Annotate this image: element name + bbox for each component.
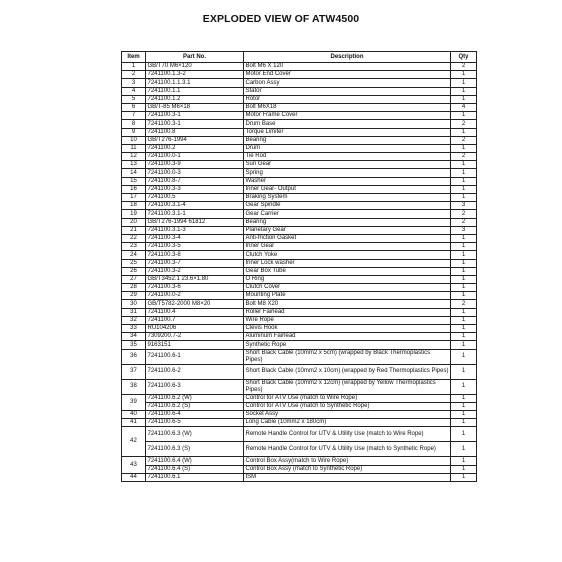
cell-part-no: 7241100.3-6 [146,284,244,292]
table-row [122,379,477,394]
cell-item: 40 [122,410,146,418]
table-row [122,427,477,442]
cell-qty: 1 [451,234,477,242]
cell-part-no: 7241100.3-1 [146,120,244,128]
cell-item: 30 [122,300,146,308]
cell-description: Aluminum Fairlead [244,333,451,341]
table-body [122,63,477,482]
cell-item: 28 [122,284,146,292]
table-row [122,128,477,136]
cell-qty: 1 [451,71,477,79]
cell-part-no: GB/T70 M6×120 [146,63,244,71]
cell-description: Remote Handle Control for UTV & Utility Use (match to Wire Rope) [244,427,451,442]
table-row [122,251,477,259]
header-item: Item [122,52,146,63]
cell-description: Short Black Cable (10mm2 x 10cm) (wrapped by Red Thermoplastics Pipes) [244,364,451,379]
cell-item: 17 [122,194,146,202]
table-row [122,234,477,242]
cell-qty: 2 [451,210,477,218]
cell-description: Synthetic Rope [244,341,451,349]
cell-item: 24 [122,251,146,259]
cell-part-no: 9163151 [146,341,244,349]
cell-qty: 1 [451,79,477,87]
cell-part-no: 7241100.6.2 (S) [146,402,244,410]
table-row [122,194,477,202]
cell-item: 14 [122,169,146,177]
cell-part-no: 7241100.6-3 [146,379,244,394]
cell-description: Short Black Cable (10mm2 x 5cm) (wrapped by Black Thermoplastics Pipes) [244,349,451,364]
table-row [122,87,477,95]
cell-description: Drum Base [244,120,451,128]
cell-part-no: GB/T3452.1 23.6×1.80 [146,275,244,283]
cell-item: 12 [122,153,146,161]
cell-qty: 1 [451,275,477,283]
cell-part-no: 7241100.1.3-2 [146,71,244,79]
cell-qty: 1 [451,341,477,349]
table-row [122,153,477,161]
cell-part-no: 7241100.3.1-1 [146,210,244,218]
table-row [122,316,477,324]
cell-item: 15 [122,177,146,185]
cell-qty: 1 [451,87,477,95]
cell-part-no: 7241100.3-2 [146,267,244,275]
cell-item: 7 [122,112,146,120]
cell-description: Control for ATV Use (match to Synthetic Rope) [244,402,451,410]
table-row [122,267,477,275]
cell-part-no: 7241100.3-4 [146,234,244,242]
cell-qty: 1 [451,95,477,103]
header-part-no: Part No. [146,52,244,63]
cell-item: 37 [122,364,146,379]
cell-item: 34 [122,333,146,341]
cell-part-no: 7241100.3-8 [146,251,244,259]
cell-qty: 1 [451,144,477,152]
cell-description: Torque Limiter [244,128,451,136]
cell-description: Drum [244,144,451,152]
table-row [122,71,477,79]
cell-qty: 2 [451,120,477,128]
cell-item: 38 [122,379,146,394]
cell-item: 1 [122,63,146,71]
cell-item: 21 [122,226,146,234]
cell-item: 33 [122,325,146,333]
cell-qty: 3 [451,202,477,210]
table-header-row [122,52,477,63]
cell-item: 29 [122,292,146,300]
cell-part-no: GB/T5782-2000 M8×20 [146,300,244,308]
table-row [122,457,477,465]
cell-part-no: 7241100.3-5 [146,243,244,251]
cell-part-no: 7241100.3-3 [146,185,244,193]
cell-qty: 1 [451,169,477,177]
cell-part-no: 7241100.6.3 (S) [146,442,244,457]
cell-description: Control Box Assy(match to Wire Rope) [244,457,451,465]
cell-description: Motor Frame Cover [244,112,451,120]
cell-description: Clutch Yoke [244,251,451,259]
table-row [122,465,477,473]
cell-description: Remote Handle Control for UTV & Utility Use (match to Synthetic Rope) [244,442,451,457]
cell-item: 25 [122,259,146,267]
cell-qty: 1 [451,473,477,481]
table-row [122,275,477,283]
cell-part-no: 7241100.0-1 [146,153,244,161]
cell-qty: 1 [451,333,477,341]
cell-description: ISM [244,473,451,481]
table-row [122,243,477,251]
cell-item: 2 [122,71,146,79]
cell-part-no: 7241100.1.2 [146,95,244,103]
cell-part-no: 7241100.1.1.3.1 [146,79,244,87]
cell-part-no: 7241100.6-4 [146,410,244,418]
cell-qty: 1 [451,177,477,185]
cell-item: 6 [122,103,146,111]
table-row [122,120,477,128]
table-row [122,442,477,457]
cell-qty: 1 [451,379,477,394]
cell-qty: 1 [451,442,477,457]
table-row [122,202,477,210]
cell-part-no: 7309200.7-2 [146,333,244,341]
cell-description: Inner Gear [244,243,451,251]
table-row [122,226,477,234]
table-row [122,161,477,169]
cell-part-no: GB/T276-1994 [146,136,244,144]
cell-part-no: 7241100.4 [146,308,244,316]
table-row [122,300,477,308]
table-row [122,349,477,364]
table-row [122,63,477,71]
cell-part-no: 7241100.5 [146,194,244,202]
cell-description: Stator [244,87,451,95]
table-row [122,177,477,185]
cell-qty: 1 [451,419,477,427]
cell-qty: 1 [451,308,477,316]
table-row [122,95,477,103]
cell-description: Roller Fairlead [244,308,451,316]
cell-item: 4 [122,87,146,95]
page-title: EXPLODED VIEW OF ATW4500 [202,13,360,25]
cell-item: 19 [122,210,146,218]
cell-part-no: RU104206 [146,325,244,333]
table-row [122,103,477,111]
cell-qty: 1 [451,112,477,120]
cell-qty: 1 [451,161,477,169]
table-row [122,394,477,402]
cell-item: 5 [122,95,146,103]
table-row [122,341,477,349]
table-row [122,136,477,144]
cell-item: 11 [122,144,146,152]
cell-part-no: 7241100.0-3 [146,169,244,177]
cell-part-no: 7241100.3.1-3 [146,226,244,234]
table-row [122,308,477,316]
cell-part-no: 7241100.7 [146,316,244,324]
cell-item: 9 [122,128,146,136]
table-row [122,185,477,193]
cell-qty: 1 [451,402,477,410]
parts-table [121,51,477,482]
table-row [122,473,477,481]
cell-part-no: 7241100.6.4 (W) [146,457,244,465]
cell-item: 26 [122,267,146,275]
cell-part-no: GB/T-85 M6×18 [146,103,244,111]
cell-qty: 2 [451,153,477,161]
table-row [122,79,477,87]
cell-part-no: 7241100.3-7 [146,259,244,267]
cell-qty: 1 [451,185,477,193]
cell-part-no: 7241100.1.1 [146,87,244,95]
cell-part-no: 7241100.8 [146,128,244,136]
cell-item: 27 [122,275,146,283]
cell-qty: 4 [451,103,477,111]
cell-qty: 1 [451,243,477,251]
cell-description: Bolt M6X18 [244,103,451,111]
cell-qty: 2 [451,63,477,71]
cell-description: Washer [244,177,451,185]
cell-qty: 1 [451,349,477,364]
header-description: Description [244,52,451,63]
cell-qty: 1 [451,410,477,418]
cell-qty: 1 [451,364,477,379]
cell-item: 44 [122,473,146,481]
cell-qty: 2 [451,136,477,144]
cell-item: 36 [122,349,146,364]
table-row [122,325,477,333]
table-row [122,259,477,267]
cell-description: Gear Box Tube [244,267,451,275]
cell-item: 13 [122,161,146,169]
cell-item: 41 [122,419,146,427]
cell-qty: 1 [451,457,477,465]
cell-item: 23 [122,243,146,251]
cell-description: Long Cable (10mm2 x 180cm) [244,419,451,427]
cell-description: Gear Carrier [244,210,451,218]
cell-description: Inner Lock washer [244,259,451,267]
cell-description: Wire Rope [244,316,451,324]
cell-part-no: 7241100.6-1 [146,349,244,364]
cell-part-no: 7241100.3-1 [146,112,244,120]
table-row [122,333,477,341]
cell-qty: 1 [451,394,477,402]
cell-description: Clevis Hook [244,325,451,333]
cell-description: Rotor [244,95,451,103]
cell-item: 3 [122,79,146,87]
cell-description: O Ring [244,275,451,283]
cell-qty: 1 [451,284,477,292]
cell-part-no: 7241100.6-5 [146,419,244,427]
cell-qty: 2 [451,218,477,226]
cell-description: Mounting Plate [244,292,451,300]
cell-qty: 1 [451,194,477,202]
cell-item: 42 [122,427,146,457]
cell-item: 16 [122,185,146,193]
cell-qty: 1 [451,128,477,136]
cell-description: Spring [244,169,451,177]
cell-item: 22 [122,234,146,242]
cell-part-no: 7241100.8-7 [146,177,244,185]
cell-description: Planetary Gear [244,226,451,234]
cell-description: Clutch Cover [244,284,451,292]
table-row [122,410,477,418]
cell-description: Bearing [244,136,451,144]
cell-qty: 3 [451,226,477,234]
cell-qty: 1 [451,267,477,275]
cell-qty: 1 [451,292,477,300]
cell-qty: 2 [451,300,477,308]
cell-description: Bolt M6 X 120 [244,63,451,71]
cell-part-no: 7241100.6.3 (W) [146,427,244,442]
cell-description: Bolt M8 X20 [244,300,451,308]
cell-item: 10 [122,136,146,144]
cell-description: Carbon Assy [244,79,451,87]
cell-qty: 1 [451,465,477,473]
table-row [122,210,477,218]
cell-part-no: 7241100.6-2 [146,364,244,379]
table-row [122,292,477,300]
cell-qty: 1 [451,325,477,333]
table-row [122,218,477,226]
cell-qty: 1 [451,251,477,259]
cell-qty: 1 [451,316,477,324]
header-qty: Qty [451,52,477,63]
table-row [122,144,477,152]
cell-part-no: 7241100.6.1 [146,473,244,481]
cell-item: 35 [122,341,146,349]
cell-part-no: 7241100.0-2 [146,292,244,300]
cell-description: Braking System [244,194,451,202]
cell-part-no: 7241100.6.2 (W) [146,394,244,402]
cell-description: Tie Rod [244,153,451,161]
table-row [122,169,477,177]
cell-qty: 1 [451,427,477,442]
cell-item: 32 [122,316,146,324]
table-row [122,112,477,120]
cell-part-no: GB/T276-1994 61812 [146,218,244,226]
table-row [122,402,477,410]
cell-part-no: 7241100.2 [146,144,244,152]
cell-description: Anti-friction Gasket [244,234,451,242]
cell-qty: 1 [451,259,477,267]
cell-description: Bearing [244,218,451,226]
table-row [122,364,477,379]
cell-description: Short Black Cable (10mm2 x 12cm) (wrapped by Yellow Thermoplastics Pipes) [244,379,451,394]
cell-description: Inner Gear- Output [244,185,451,193]
cell-part-no: 7241100.3.1-4 [146,202,244,210]
table-row [122,284,477,292]
cell-description: Socket Assy [244,410,451,418]
cell-item: 31 [122,308,146,316]
cell-description: Sun Gear [244,161,451,169]
cell-description: Control Box Assy (match to Synthetic Rope) [244,465,451,473]
cell-description: Gear Spindle [244,202,451,210]
cell-item: 39 [122,394,146,410]
cell-item: 43 [122,457,146,473]
cell-item: 18 [122,202,146,210]
cell-description: Motor End Cover [244,71,451,79]
cell-item: 8 [122,120,146,128]
table-row [122,419,477,427]
cell-description: Control for ATV Use (match to Wire Rope) [244,394,451,402]
cell-item: 20 [122,218,146,226]
cell-part-no: 7241100.3-9 [146,161,244,169]
cell-part-no: 7241100.6.4 (S) [146,465,244,473]
